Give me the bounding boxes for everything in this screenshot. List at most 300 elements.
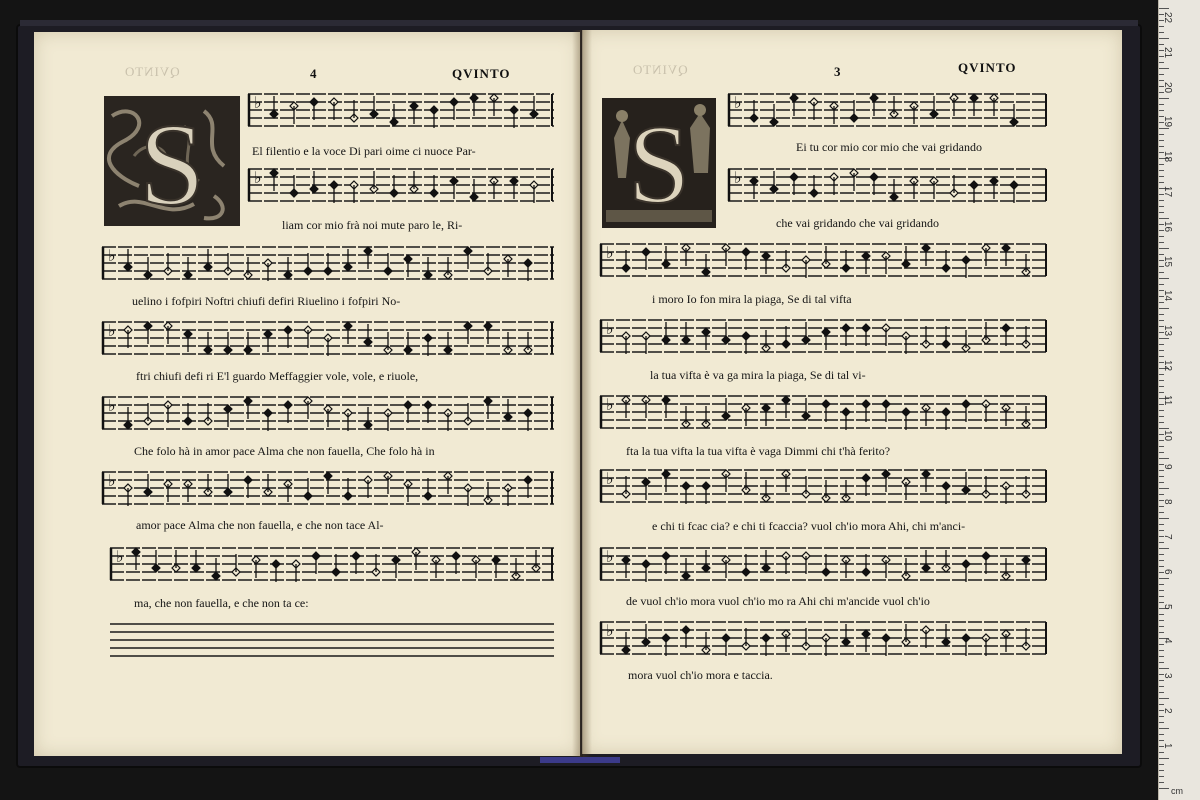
note — [330, 181, 338, 203]
ruler-tick — [1159, 614, 1164, 615]
note — [164, 401, 172, 423]
note — [1010, 181, 1018, 203]
note — [622, 556, 630, 578]
note — [464, 403, 472, 425]
note — [982, 244, 990, 266]
lyric-left-1: El filentio e la voce Di pari oime ci nuoce Par- — [252, 144, 476, 158]
ruler-number: 11 — [1162, 394, 1173, 406]
ruler-tick — [1159, 308, 1169, 309]
note — [1002, 482, 1010, 504]
note — [722, 244, 730, 266]
note — [762, 252, 770, 274]
note — [742, 332, 750, 354]
ruler-tick — [1159, 380, 1164, 381]
ruler-tick — [1159, 74, 1164, 75]
note — [902, 408, 910, 430]
ruler-number: 6 — [1162, 568, 1173, 575]
note — [702, 406, 710, 428]
note — [144, 322, 152, 344]
ruler-tick — [1159, 374, 1164, 375]
note — [204, 403, 212, 425]
ruler-number: 14 — [1162, 290, 1173, 302]
flat-sign: ♭ — [108, 396, 116, 415]
flat-sign: ♭ — [606, 395, 614, 414]
note — [882, 400, 890, 422]
note — [484, 397, 492, 419]
note — [642, 248, 650, 270]
note — [492, 556, 500, 578]
note — [1022, 556, 1030, 578]
note — [184, 403, 192, 425]
note — [264, 259, 272, 281]
note — [622, 476, 630, 498]
ruler-tick — [1159, 212, 1164, 213]
left-page-number: 4 — [310, 66, 318, 81]
note — [304, 326, 312, 348]
ruler-tick — [1159, 512, 1164, 513]
right-initial-art — [602, 98, 716, 228]
note — [722, 556, 730, 578]
left-decorated-initial — [104, 96, 240, 226]
note — [1022, 326, 1030, 348]
note — [364, 407, 372, 429]
staff-right-4 — [600, 316, 1048, 356]
note — [642, 560, 650, 582]
ruler-tick — [1159, 314, 1164, 315]
note — [264, 409, 272, 431]
note — [364, 247, 372, 269]
ruler-tick — [1159, 98, 1169, 99]
note — [802, 322, 810, 344]
note — [404, 332, 412, 354]
note — [410, 102, 418, 124]
note — [184, 330, 192, 352]
note — [1002, 558, 1010, 580]
note — [822, 400, 830, 422]
note — [850, 169, 858, 191]
note — [264, 474, 272, 496]
note — [770, 104, 778, 126]
note — [802, 256, 810, 278]
note — [472, 556, 480, 578]
note — [882, 252, 890, 274]
note — [662, 552, 670, 574]
ruler-tick — [1159, 68, 1169, 69]
note — [870, 173, 878, 195]
note — [304, 253, 312, 275]
lyric-right-8: mora vuol ch'io mora e taccia. — [628, 668, 773, 682]
ruler-tick — [1159, 44, 1164, 45]
right-page-number: 3 — [834, 64, 842, 79]
note — [682, 558, 690, 580]
note — [962, 256, 970, 278]
note — [290, 102, 298, 124]
ruler-number: 1 — [1162, 742, 1173, 749]
ruler-tick — [1159, 680, 1164, 681]
note — [312, 552, 320, 574]
binding-strip — [540, 757, 620, 763]
note — [504, 332, 512, 354]
ruler-tick — [1159, 248, 1169, 249]
note — [364, 324, 372, 346]
note — [452, 552, 460, 574]
flat-sign: ♭ — [734, 168, 742, 187]
note — [642, 478, 650, 500]
lyric-right-7: de vuol ch'io mora vuol ch'io mo ra Ahi chi m'ancide vuol ch'io — [626, 594, 930, 608]
note — [184, 257, 192, 279]
note — [882, 556, 890, 578]
ruler-tick — [1159, 416, 1164, 417]
flat-sign: ♭ — [108, 321, 116, 340]
staff-left-7 — [110, 544, 554, 584]
note — [762, 480, 770, 502]
ruler-tick — [1159, 764, 1164, 765]
note — [484, 322, 492, 344]
note — [870, 94, 878, 116]
note — [424, 334, 432, 356]
note — [244, 257, 252, 279]
staff-right-8 — [600, 618, 1048, 658]
note — [1002, 244, 1010, 266]
ruler-tick — [1159, 524, 1164, 525]
flat-sign: ♭ — [254, 168, 262, 187]
note — [470, 94, 478, 116]
note — [344, 249, 352, 271]
ruler-tick — [1159, 596, 1164, 597]
note — [722, 470, 730, 492]
note — [444, 409, 452, 431]
note — [524, 476, 532, 498]
ruler-tick — [1159, 386, 1164, 387]
ruler-tick — [1159, 518, 1169, 519]
flat-sign: ♭ — [254, 93, 262, 112]
note — [902, 558, 910, 580]
note — [252, 556, 260, 578]
note — [332, 554, 340, 576]
note — [682, 482, 690, 504]
ruler-number: 8 — [1162, 499, 1173, 505]
note — [532, 550, 540, 572]
ruler-tick — [1159, 644, 1164, 645]
note — [1022, 628, 1030, 650]
note — [790, 173, 798, 195]
ruler-tick — [1159, 656, 1164, 657]
left-part-name: QVINTO — [452, 66, 511, 81]
note — [404, 255, 412, 277]
note — [330, 98, 338, 120]
note — [224, 253, 232, 275]
ruler-tick — [1159, 128, 1169, 129]
ruler-tick — [1159, 110, 1164, 111]
note — [842, 480, 850, 502]
note — [750, 100, 758, 122]
note — [662, 322, 670, 344]
ruler-tick — [1159, 620, 1164, 621]
note — [810, 175, 818, 197]
note — [172, 550, 180, 572]
staff-left-4 — [102, 318, 554, 358]
ruler-tick — [1159, 482, 1164, 483]
note — [510, 106, 518, 128]
note — [822, 554, 830, 576]
ruler-tick — [1159, 206, 1164, 207]
ruler-unit: cm — [1171, 786, 1183, 796]
ruler-tick — [1159, 146, 1164, 147]
note — [270, 96, 278, 118]
note — [404, 401, 412, 423]
note — [862, 554, 870, 576]
flat-sign: ♭ — [606, 469, 614, 488]
ruler-tick — [1159, 662, 1164, 663]
note — [164, 322, 172, 344]
note — [922, 626, 930, 648]
note — [830, 102, 838, 124]
ruler-tick — [1159, 182, 1164, 183]
note — [430, 175, 438, 197]
note — [404, 480, 412, 502]
note — [132, 548, 140, 570]
ruler-tick — [1159, 458, 1169, 459]
note — [742, 404, 750, 426]
note — [770, 171, 778, 193]
note — [412, 548, 420, 570]
note — [510, 177, 518, 199]
ruler-tick — [1159, 284, 1164, 285]
lyric-right-6: e chi ti fcac cia? e chi ti fcaccia? vuol ch'io mora Ahi, chi m'anci- — [652, 519, 966, 533]
note — [802, 476, 810, 498]
ruler-tick — [1159, 542, 1164, 543]
note — [862, 252, 870, 274]
note — [504, 484, 512, 506]
note — [930, 96, 938, 118]
note — [490, 94, 498, 116]
ruler-tick — [1159, 668, 1169, 669]
ruler-tick — [1159, 488, 1169, 489]
note — [922, 326, 930, 348]
note — [272, 560, 280, 582]
note — [144, 257, 152, 279]
note — [622, 632, 630, 654]
ruler-tick — [1159, 632, 1164, 633]
note — [310, 98, 318, 120]
flat-sign: ♭ — [606, 243, 614, 262]
note — [802, 552, 810, 574]
note — [950, 175, 958, 197]
lyric-right-1: Ei tu cor mio cor mio che vai gridando — [796, 140, 982, 154]
ruler-tick — [1159, 104, 1164, 105]
ruler-tick — [1159, 776, 1164, 777]
note — [524, 409, 532, 431]
ruler-tick — [1159, 344, 1164, 345]
lyric-left-7: ma, che non fauella, e che non ta ce: — [134, 596, 309, 610]
ruler-number: 22 — [1162, 12, 1173, 24]
note — [722, 322, 730, 344]
note — [244, 397, 252, 419]
note — [862, 474, 870, 496]
note — [432, 556, 440, 578]
note — [352, 552, 360, 574]
ruler-tick — [1159, 566, 1164, 567]
note — [430, 106, 438, 128]
staff-right-3 — [600, 240, 1048, 280]
ruler-tick — [1159, 584, 1164, 585]
note — [942, 250, 950, 272]
note — [424, 401, 432, 423]
note — [922, 470, 930, 492]
ruler-tick — [1159, 590, 1164, 591]
ruler-tick — [1159, 350, 1164, 351]
note — [284, 480, 292, 502]
note — [982, 322, 990, 344]
ruler-tick — [1159, 392, 1164, 393]
note — [842, 250, 850, 272]
lyric-right-4: la tua vifta è va ga mira la piaga, Se di tal vi- — [650, 368, 866, 382]
note — [862, 630, 870, 652]
flat-sign: ♭ — [116, 547, 124, 566]
lyric-right-3: i moro Io fon mira la piaga, Se di tal vifta — [652, 292, 852, 306]
note — [424, 257, 432, 279]
note — [244, 476, 252, 498]
ruler-number: 16 — [1162, 220, 1173, 232]
note — [1022, 476, 1030, 498]
ruler-tick — [1159, 278, 1169, 279]
note — [962, 634, 970, 656]
note — [982, 634, 990, 656]
note — [470, 179, 478, 201]
ruler-tick — [1159, 170, 1164, 171]
note — [164, 480, 172, 502]
note — [212, 558, 220, 580]
note — [902, 332, 910, 354]
note — [970, 94, 978, 116]
note — [464, 322, 472, 344]
note — [244, 332, 252, 354]
note — [224, 405, 232, 427]
ruler-tick — [1159, 422, 1164, 423]
note — [742, 472, 750, 494]
flat-sign: ♭ — [108, 246, 116, 265]
note — [444, 472, 452, 494]
note — [882, 470, 890, 492]
flat-sign: ♭ — [606, 547, 614, 566]
lyric-left-6: amor pace Alma che non fauella, e che non tace Al- — [136, 518, 384, 532]
note — [862, 400, 870, 422]
note — [490, 177, 498, 199]
note — [184, 480, 192, 502]
staff-left-empty — [110, 620, 554, 660]
note — [444, 332, 452, 354]
note — [1022, 254, 1030, 276]
ruler-number: 19 — [1162, 116, 1173, 128]
ruler-tick — [1159, 716, 1164, 717]
note — [762, 634, 770, 656]
ruler-number: 3 — [1162, 673, 1173, 679]
note — [662, 470, 670, 492]
note — [390, 104, 398, 126]
ruler-tick — [1159, 200, 1164, 201]
ruler-tick — [1159, 242, 1164, 243]
note — [970, 181, 978, 203]
note — [902, 478, 910, 500]
note — [702, 254, 710, 276]
note — [324, 405, 332, 427]
note — [292, 560, 300, 582]
note — [822, 328, 830, 350]
note — [284, 326, 292, 348]
note — [762, 330, 770, 352]
note — [830, 173, 838, 195]
flat-sign: ♭ — [606, 621, 614, 640]
note — [922, 404, 930, 426]
note — [942, 482, 950, 504]
note — [124, 407, 132, 429]
ruler-tick — [1159, 254, 1164, 255]
note — [910, 177, 918, 199]
note — [204, 249, 212, 271]
note — [344, 478, 352, 500]
ruler-tick — [1159, 722, 1164, 723]
ruler-number: 17 — [1162, 186, 1173, 198]
ruler-tick — [1159, 38, 1169, 39]
note — [1010, 104, 1018, 126]
note — [304, 478, 312, 500]
note — [702, 550, 710, 572]
note — [922, 244, 930, 266]
ruler-tick — [1159, 530, 1164, 531]
note — [410, 171, 418, 193]
note — [942, 326, 950, 348]
note — [962, 330, 970, 352]
ruler-tick — [1159, 476, 1164, 477]
ruler-number: 20 — [1162, 81, 1173, 93]
note — [304, 397, 312, 419]
lyric-left-2: liam cor mio frà noi mute paro le, Ri- — [282, 218, 463, 232]
staff-left-6 — [102, 468, 554, 508]
note — [344, 409, 352, 431]
note — [882, 324, 890, 346]
note — [842, 324, 850, 346]
note — [990, 177, 998, 199]
note — [942, 408, 950, 430]
left-initial-letter: S — [139, 99, 205, 226]
staff-right-5 — [600, 392, 1048, 432]
note — [464, 247, 472, 269]
note — [902, 246, 910, 268]
flat-sign: ♭ — [108, 471, 116, 490]
note — [930, 177, 938, 199]
note — [204, 332, 212, 354]
ruler-tick — [1159, 26, 1164, 27]
note — [622, 396, 630, 418]
note — [530, 181, 538, 203]
note — [444, 257, 452, 279]
note — [144, 403, 152, 425]
note — [682, 322, 690, 344]
note — [524, 259, 532, 281]
note — [782, 396, 790, 418]
ruler-tick — [1159, 554, 1164, 555]
note — [524, 332, 532, 354]
ruler-tick — [1159, 62, 1164, 63]
ruler-tick — [1159, 302, 1164, 303]
note — [232, 554, 240, 576]
staff-left-1 — [248, 90, 554, 130]
note — [1022, 406, 1030, 428]
note — [662, 634, 670, 656]
note — [962, 472, 970, 494]
ruler-tick — [1159, 686, 1164, 687]
note — [950, 94, 958, 116]
